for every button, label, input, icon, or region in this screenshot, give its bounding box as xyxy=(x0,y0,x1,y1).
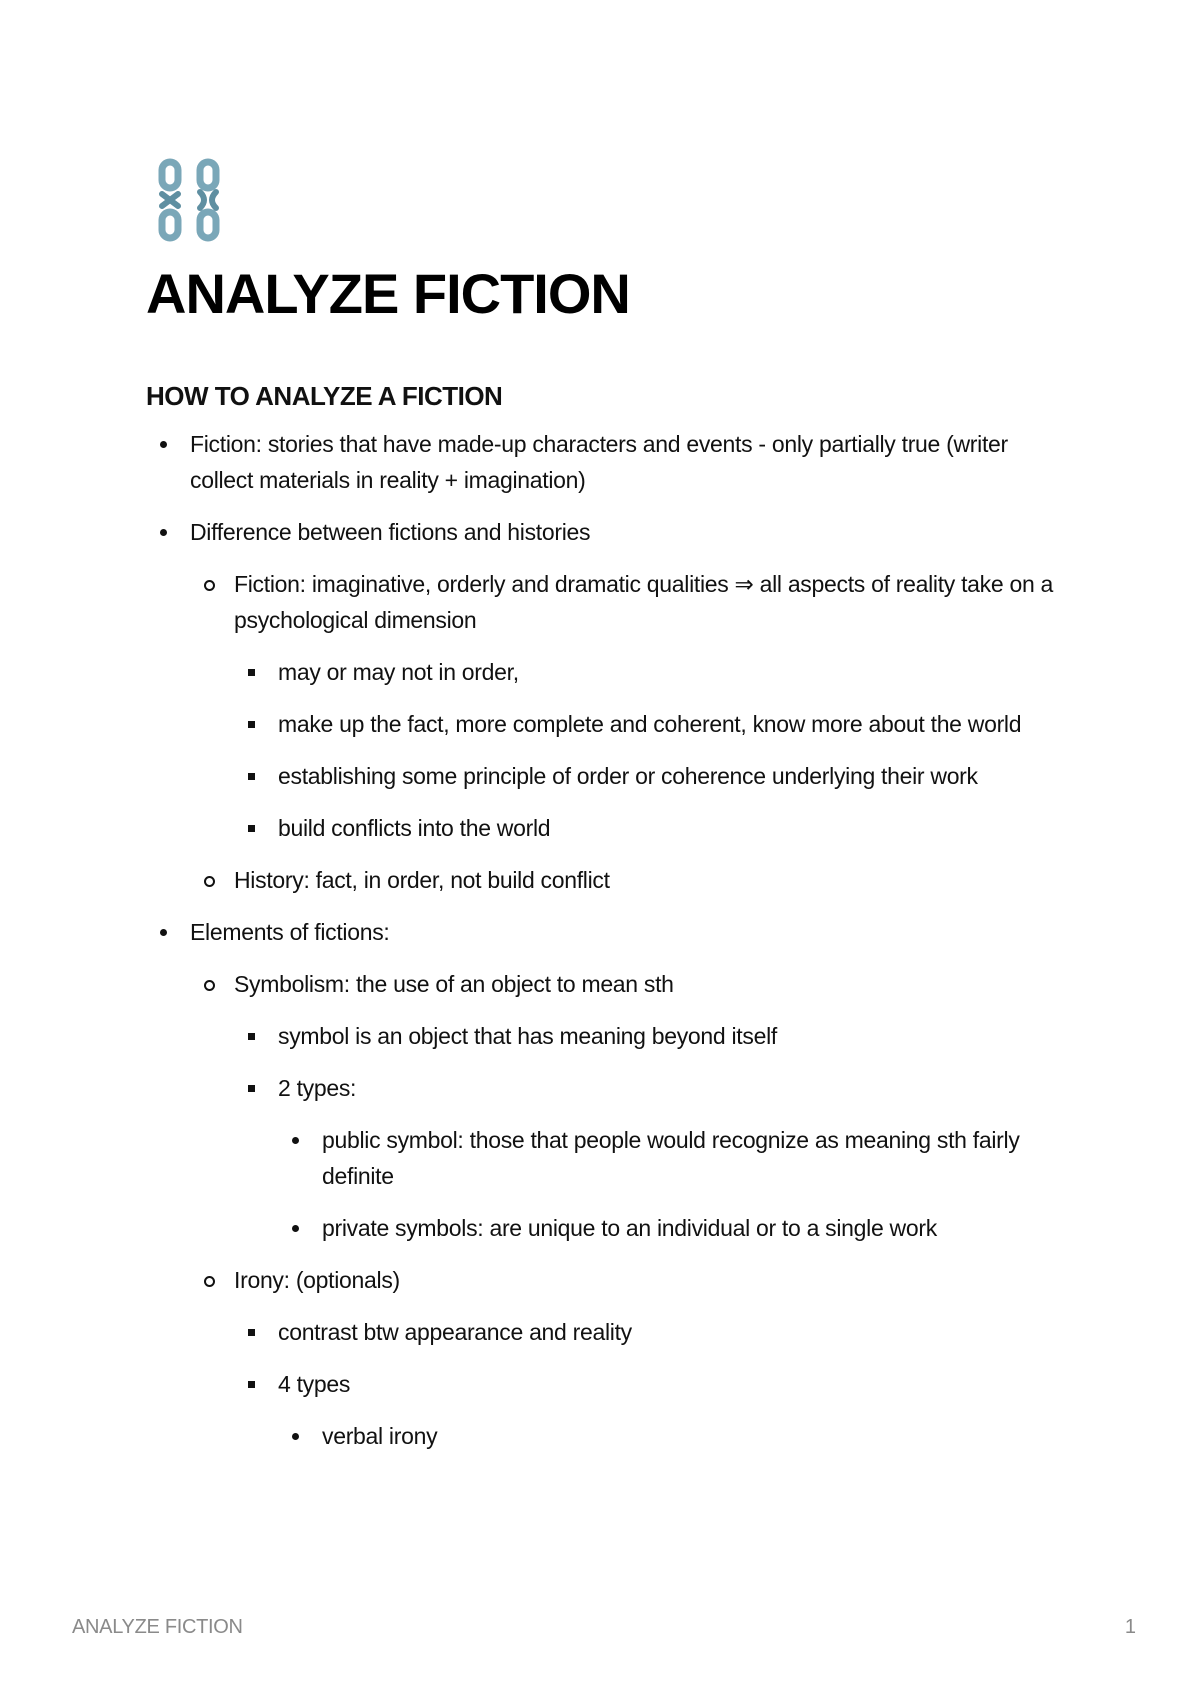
bullet-icon xyxy=(292,1433,299,1440)
bullet-icon xyxy=(248,1381,255,1388)
bullet-icon xyxy=(292,1137,299,1144)
list-item-text: Symbolism: the use of an object to mean sth xyxy=(234,971,674,997)
list-item-text: History: fact, in order, not build conflict xyxy=(234,867,610,893)
list-item xyxy=(146,1418,1066,1454)
list-item-text: Difference between fictions and histories xyxy=(190,519,591,545)
chain-link-icon xyxy=(156,158,228,242)
list-item xyxy=(146,566,1066,638)
list-item-text: Fiction: stories that have made-up characters and events - only partially true (writer collect materials in reality + imagination) xyxy=(190,431,1008,493)
list-item xyxy=(146,1070,1066,1106)
list-item-text: may or may not in order, xyxy=(278,659,519,685)
list-item xyxy=(146,1314,1066,1350)
bullet-icon xyxy=(160,441,167,448)
bullet-icon xyxy=(204,1276,215,1287)
list-item xyxy=(146,654,1066,690)
bullet-icon xyxy=(248,1329,255,1336)
list-item-text: Irony: (optionals) xyxy=(234,1267,400,1293)
bullet-icon xyxy=(204,876,215,887)
bullet-icon xyxy=(248,721,255,728)
list-item xyxy=(146,758,1066,794)
bullet-icon xyxy=(248,1085,255,1092)
list-item-text: public symbol: those that people would recognize as meaning sth fairly definite xyxy=(322,1127,1020,1189)
list-item-text: Fiction: imaginative, orderly and dramatic qualities ⇒ all aspects of reality take on a psychological dimension xyxy=(234,571,1054,633)
list-item-text: build conflicts into the world xyxy=(278,815,551,841)
list-item-text: verbal irony xyxy=(322,1423,438,1449)
bullet-outline xyxy=(146,426,1066,1470)
list-item xyxy=(146,1018,1066,1054)
list-item xyxy=(146,914,1066,950)
section-heading: HOW TO ANALYZE A FICTION xyxy=(146,381,503,411)
list-item xyxy=(146,706,1066,742)
list-item-text: 4 types xyxy=(278,1371,351,1397)
bullet-icon xyxy=(204,980,215,991)
list-item-text: Elements of fictions: xyxy=(190,919,390,945)
list-item-text: establishing some principle of order or coherence underlying their work xyxy=(278,763,978,789)
bullet-icon xyxy=(160,929,167,936)
list-item xyxy=(146,966,1066,1002)
bullet-icon xyxy=(248,773,255,780)
list-item xyxy=(146,426,1066,498)
list-item xyxy=(146,1262,1066,1298)
list-item xyxy=(146,1210,1066,1246)
bullet-icon xyxy=(248,1033,255,1040)
list-item xyxy=(146,810,1066,846)
bullet-icon xyxy=(248,669,255,676)
footer-doc-title: ANALYZE FICTION xyxy=(72,1616,243,1638)
bullet-icon xyxy=(160,529,167,536)
list-item xyxy=(146,514,1066,550)
list-item xyxy=(146,862,1066,898)
list-item xyxy=(146,1366,1066,1402)
bullet-icon xyxy=(292,1225,299,1232)
footer-page-number: 1 xyxy=(1124,1616,1136,1638)
list-item-text: 2 types: xyxy=(278,1075,357,1101)
page-title: ANALYZE FICTION xyxy=(146,262,630,325)
list-item-text: contrast btw appearance and reality xyxy=(278,1319,632,1345)
list-item xyxy=(146,1122,1066,1194)
list-item-text: private symbols: are unique to an individual or to a single work xyxy=(322,1215,937,1241)
bullet-icon xyxy=(248,825,255,832)
list-item-text: make up the fact, more complete and coherent, know more about the world xyxy=(278,711,1022,737)
bullet-icon xyxy=(204,580,215,591)
list-item-text: symbol is an object that has meaning beyond itself xyxy=(278,1023,777,1049)
